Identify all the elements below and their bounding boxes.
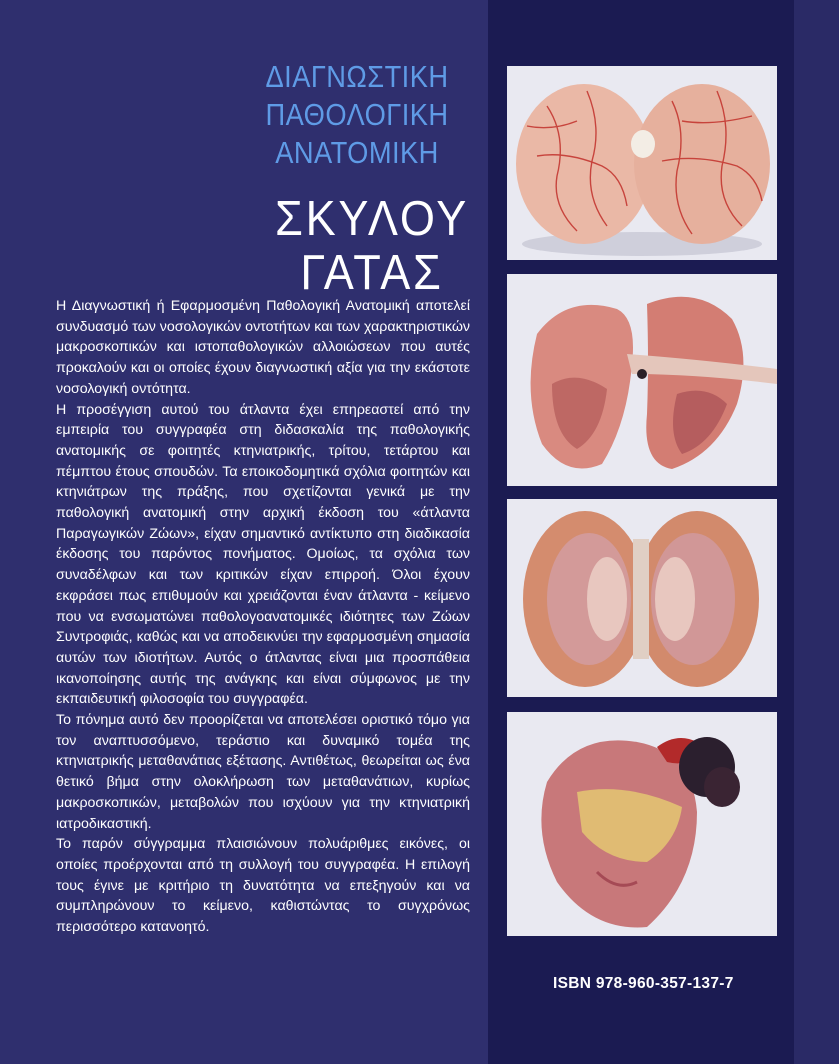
- main-title: [247, 58, 467, 172]
- title-line: ΑΝΑΤΟΜΙΚΗ: [275, 135, 439, 170]
- heart-image: [507, 712, 777, 936]
- title-line: ΔΙΑΓΝΩΣΤΙΚΗ: [265, 59, 449, 94]
- title-line: ΠΑΘΟΛΟΓΙΚΗ: [265, 97, 449, 132]
- paragraph: Το πόνημα αυτό δεν προορίζεται να αποτελέσει οριστικό τόμο για τον αναπτυσσόμενο, τεράστιο και δυναμικό τομέα της κτηνιατρικής μεταθανάτιας εξέτασης. Αντιθέτως, θεωρείται ως ένα θετικό βήμα στην ολοκλήρωση των μεταθανάτιων, κυρίως μακροσκοπικών, μεταβολών που ισχύουν για την κτηνιατρική ιατροδικαστική.: [56, 712, 470, 832]
- lungs-image: [507, 274, 777, 486]
- paragraph: Η προσέγγιση αυτού του άτλαντα έχει επηρεαστεί από την εμπειρία του συγγραφέα στη διδασκαλία της παθολογικής ανατομικής σε φοιτητές κτηνιατρικής, τρίτου, τετάρτου και πέμπτου έτους σπουδών. Τα εποικοδομητικά σχόλια φοιτητών και κτηνιάτρων της πράξης, που σχετίζονται γενικά με την παθολογική ανατομική στην αρχική έκδοση του «άτλαντα Παραγωγικών Ζώων», είχαν σημαντικό αντίκτυπο στη διαδικασία έκδοσης του παρόντος πονήματος. Ομοίως, τα σχόλια των συναδέλφων και των κριτικών είχαν επιρροή. Όλοι έχουν εκφράσει πως επιθυμούν και χρειάζονται έναν άτλαντα - κείμενο που να ενσωματώνει παθολογοανατομικές ιδιότητες των Ζώων Συντροφιάς, καθώς και να αποδεικνύει την εφαρμοσμένη σημασία αυτών των ιδιοτήτων. Αυτός ο άτλαντας είναι μια προσπάθεια ικανοποίησης αυτής της ανάγκης και είναι σύμφωνος με την εκπαιδευτική φιλοσοφία του συγγραφέα.: [56, 401, 470, 708]
- paragraph: Το παρόν σύγγραμμα πλαισιώνουν πολυάριθμες εικόνες, οι οποίες προέρχονται από τη συλλογή του συγγραφέα. Η επιλογή τους έγινε με κριτήριο τη δυνατότητα να επεξηγούν και να συμπληρώνουν το κείμενο, καθιστώντας το συγχρόνως περισσότερο κατανοητό.: [56, 836, 470, 936]
- right-edge: [794, 0, 839, 1064]
- photo-lungs: [507, 274, 777, 486]
- photo-kidney: [507, 499, 777, 697]
- photo-heart: [507, 712, 777, 936]
- subtitle: [271, 192, 473, 300]
- isbn: ISBN 978-960-357-137-7: [553, 975, 734, 992]
- paragraph: Η Διαγνωστική ή Εφαρμοσμένη Παθολογική Ανατομική αποτελεί συνδυασμό των νοσολογικών οντοτήτων και των χαρακτηριστικών μακροσκοπικών και ιστοπαθολογικών αλλοιώσεων που αυτές προκαλούν και οι οποίες έχουν διαγνωστική αξία για την εκάστοτε νοσολογική οντότητα.: [56, 298, 470, 397]
- brain-image: [507, 66, 777, 260]
- back-cover-text: [56, 296, 470, 938]
- photo-brain: [507, 66, 777, 260]
- kidney-image: [507, 499, 777, 697]
- subtitle-line: ΓΑΤΑΣ: [300, 246, 444, 300]
- subtitle-line: ΣΚΥΛΟΥ: [274, 192, 470, 246]
